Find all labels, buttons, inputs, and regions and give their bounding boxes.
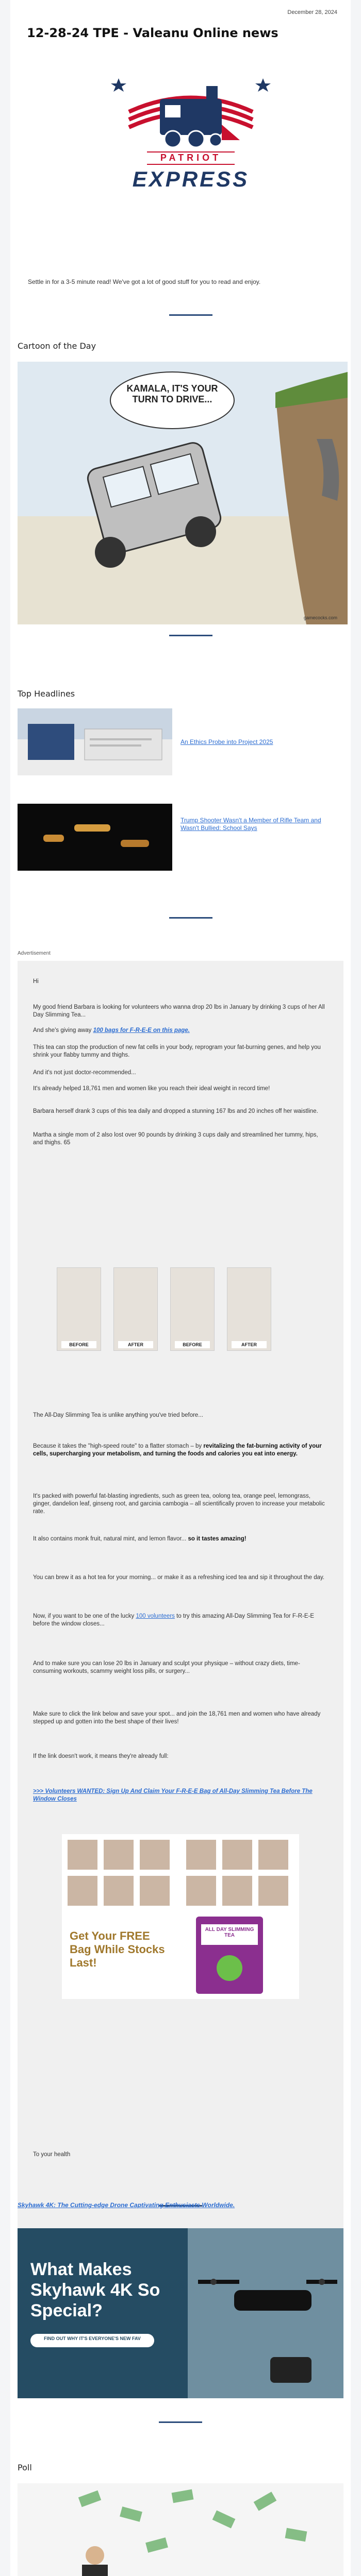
advertisement-label: Advertisement [18, 951, 51, 956]
ad-paragraph: This tea can stop the production of new fat cells in your body, reprogram your fat-burning genes, and help you shrink your flabby tummy and thighs. [33, 1044, 321, 1058]
issue-date: December 28, 2024 [287, 9, 337, 15]
free-bags-link[interactable]: 100 bags for F-R-E-E on this page. [93, 1027, 190, 1033]
ad-paragraph: If the link doesn't work, it means they're already full: [33, 1753, 169, 1759]
poll-section-title: Poll [18, 2463, 32, 2472]
ad-text: Because it takes the "high-speed route" to a flatter stomach – by [33, 1443, 202, 1449]
ad-paragraph: It's already helped 18,761 men and women like you reach their ideal weight in record time! [33, 1086, 270, 1092]
ad-paragraph: Make sure to click the link below and save your spot... and join the 18,761 men and women who have already stepped up and gotten into the best shape of their lives! [33, 1711, 321, 1725]
cartoon-credit: gamecocks.com [303, 615, 337, 620]
ad-text: Now, if you want to be one of the lucky [33, 1613, 135, 1619]
poll-image[interactable] [18, 2483, 343, 2576]
signup-link[interactable]: >>> Volunteers WANTED: Sign Up And Claim Your F-R-E-E Bag of All-Day Slimming Tea Before The Window Closes [33, 1788, 313, 1802]
cartoon-speech-text: KAMALA, IT'S YOUR TURN TO DRIVE... [126, 383, 218, 404]
cartoon-image[interactable] [18, 362, 348, 624]
ad-paragraph: The All-Day Slimming Tea is unlike anything you've tried before... [33, 1412, 203, 1418]
divider [169, 917, 212, 919]
ad-paragraph: And it's not just doctor-recommended... [33, 1070, 136, 1076]
headlines-section-title: Top Headlines [18, 689, 75, 699]
before-after-photo: AFTER [227, 1267, 271, 1351]
cartoon-card [10, 330, 351, 647]
divider [169, 314, 212, 316]
headline-link-2[interactable]: Trump Shooter Wasn't a Member of Rifle Team and Wasn't Bullied: School Says [180, 817, 321, 832]
ad-signoff: To your health [33, 2151, 71, 2158]
ad-text: And she's giving away [33, 1027, 92, 1033]
ad-paragraph: Martha a single mom of 2 also lost over 90 pounds by drinking 3 cups daily and streamlined her tummy, hips, and thighs. 65 [33, 1132, 318, 1146]
ad-paragraph [33, 1443, 327, 1458]
intro-text: Settle in for a 3-5 minute read! We've got a lot of good stuff for you to read and enjoy. [28, 278, 261, 285]
free-bag-cta: Get Your FREE Bag While Stocks Last! [70, 1929, 165, 1969]
logo-bottom-text: EXPRESS [132, 167, 250, 191]
skyhawk-banner[interactable] [18, 2228, 343, 2398]
slimming-tea-promo-image[interactable] [62, 1834, 299, 1999]
banner-button-label: FIND OUT WHY IT'S EVERYONE'S NEW FAV [44, 2336, 141, 2341]
banner-title: What Makes Skyhawk 4K So Special? [30, 2260, 160, 2320]
advertisement-box [18, 961, 343, 2254]
newsletter-title: 12-28-24 TPE - Valeanu Online news [27, 26, 278, 40]
ad-paragraph [33, 1535, 327, 1543]
ad-paragraph: Barbara herself drank 3 cups of this tea daily and dropped a stunning 167 lbs and 20 inches off her waistline. [33, 1108, 318, 1114]
product-name: ALL DAY SLIMMING TEA [205, 1927, 254, 1938]
tea-bag-product-image [196, 1917, 263, 1994]
ad-bold-text: so it tastes amazing! [188, 1536, 247, 1542]
ad-text: It also contains monk fruit, natural mint, and lemon flavor... [33, 1536, 187, 1542]
ad-text: to try this amazing All-Day Slimming Tea for F-R-E-E before the window closes... [33, 1613, 315, 1627]
cartoon-section-title: Cartoon of the Day [18, 341, 96, 351]
ad-paragraph: You can brew it as a hot tea for your morning... or make it as a refreshing iced tea and sip it throughout the day. [33, 1574, 325, 1581]
ad-paragraph: My good friend Barbara is looking for volunteers who wanna drop 20 lbs in January by drinking 3 cups of her All Day Slimming Tea... [33, 1004, 325, 1018]
ad-paragraph: It's packed with powerful fat-blasting ingredients, such as green tea, oolong tea, orange peel, lemongrass, ginger, dandelion leaf, ginseng root, and garcinia cambogia – all scientifically proven to increase your metabolic rate. [33, 1493, 325, 1515]
ad-bold-text: revitalizing the fat-burning activity of your cells, supercharging your metabolism, and turning the foods and calories you eat into energy. [33, 1443, 322, 1457]
divider [169, 635, 212, 636]
headline-link-1[interactable]: An Ethics Probe into Project 2025 [180, 738, 273, 745]
ad-paragraph: And to make sure you can lose 20 lbs in January and sculpt your physique – without crazy diets, time-consuming workouts, scammy weight loss pills, or surgery... [33, 1660, 300, 1674]
before-after-photo: AFTER [113, 1267, 158, 1351]
volunteers-link[interactable]: 100 volunteers [136, 1613, 175, 1619]
headline-image-2[interactable] [18, 804, 172, 871]
headlines-card [10, 647, 351, 933]
header-card [10, 0, 351, 330]
ad-paragraph [33, 1613, 327, 1628]
headline-image-1[interactable] [18, 708, 172, 775]
before-after-photo: BEFORE [57, 1267, 101, 1351]
divider [159, 2421, 202, 2423]
ad-greeting: Hi [33, 978, 39, 985]
patriot-express-logo[interactable] [98, 63, 284, 194]
ad-paragraph [33, 1027, 327, 1035]
before-after-photo: BEFORE [170, 1267, 215, 1351]
logo-top-text: PATRIOT [160, 152, 222, 163]
skyhawk-link[interactable]: Skyhawk 4K: The Cutting-edge Drone Captivating Enthusiasts Worldwide. [18, 2201, 235, 2209]
speech-bubble [110, 372, 234, 429]
